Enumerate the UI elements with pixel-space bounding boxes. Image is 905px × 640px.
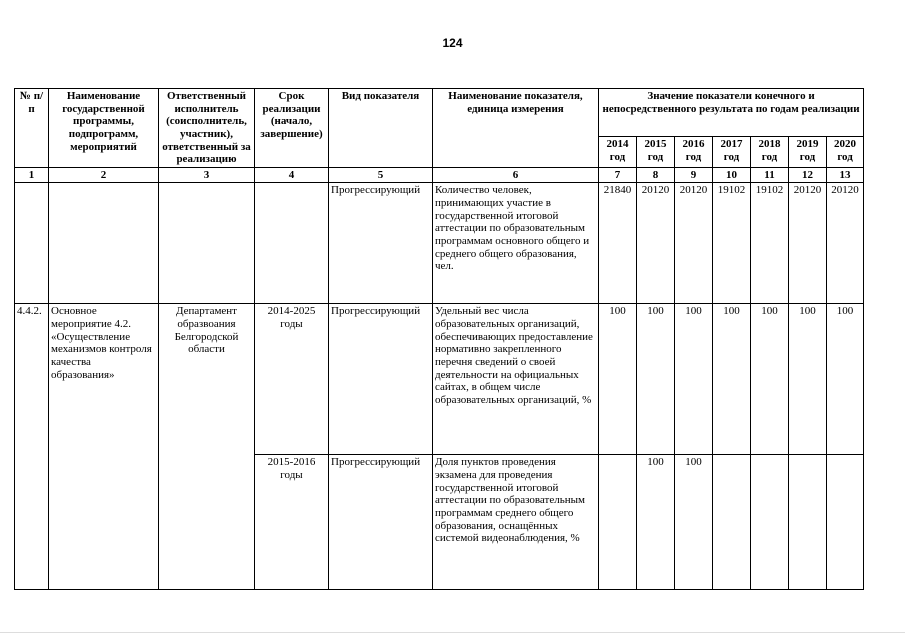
cell-value — [751, 455, 789, 590]
col-number: 2 — [49, 167, 159, 183]
header-year: 2017 год — [713, 136, 751, 167]
cell-value — [789, 455, 827, 590]
col-number: 1 — [15, 167, 49, 183]
cell-type: Прогрессирующий — [329, 455, 433, 590]
header-executor: Ответственный исполнитель (соисполнитель, участник), ответственный за реализацию — [159, 89, 255, 168]
cell-value: 100 — [751, 304, 789, 455]
cell-type: Прогрессирующий — [329, 304, 433, 455]
page-number: 124 — [442, 36, 463, 50]
table-row — [15, 304, 864, 455]
cell-value: 20120 — [675, 183, 713, 304]
cell-num — [15, 183, 49, 304]
cell-value: 19102 — [713, 183, 751, 304]
cell-value: 100 — [637, 455, 675, 590]
cell-value: 20120 — [789, 183, 827, 304]
cell-num: 4.4.2. — [15, 304, 49, 590]
cell-value — [713, 455, 751, 590]
header-indicator: Наименование показателя, единица измерения — [433, 89, 599, 168]
cell-executor — [159, 183, 255, 304]
cell-value: 100 — [599, 304, 637, 455]
cell-value: 21840 — [599, 183, 637, 304]
header-name: Наименование государственной программы, подпрограмм, мероприятий — [49, 89, 159, 168]
header-num: № п/п — [15, 89, 49, 168]
cell-indicator: Удельный вес числа образовательных организаций, обеспечивающих предоставление нормативно закрепленного перечня сведений о своей деятельности на официальных сайтах, в общем числе образовательных организаций, % — [433, 304, 599, 455]
cell-value: 20120 — [637, 183, 675, 304]
cell-name: Основное мероприятие 4.2. «Осуществление механизмов контроля качества образования» — [49, 304, 159, 590]
cell-indicator: Доля пунктов проведения экзамена для проведения государственной итоговой аттестации по образовательным программам среднего общего образования, оснащённых системой видеонаблюдения, % — [433, 455, 599, 590]
cell-value: 100 — [637, 304, 675, 455]
col-number: 3 — [159, 167, 255, 183]
cell-value — [599, 455, 637, 590]
cell-value: 19102 — [751, 183, 789, 304]
cell-term: 2015-2016 годы — [255, 455, 329, 590]
col-number: 7 — [599, 167, 637, 183]
header-year: 2015 год — [637, 136, 675, 167]
cell-executor: Департамент образвоания Белгородской области — [159, 304, 255, 590]
col-number: 10 — [713, 167, 751, 183]
col-number: 4 — [255, 167, 329, 183]
cell-type: Прогрессирующий — [329, 183, 433, 304]
table-row — [15, 183, 864, 304]
cell-value: 20120 — [827, 183, 864, 304]
header-year: 2016 год — [675, 136, 713, 167]
page-divider — [0, 632, 905, 633]
cell-value: 100 — [827, 304, 864, 455]
header-values-title: Значение показатели конечного и непосредственного результата по годам реализации — [599, 89, 864, 137]
header-term: Срок реализации (начало, завершение) — [255, 89, 329, 168]
cell-term — [255, 183, 329, 304]
col-number: 12 — [789, 167, 827, 183]
cell-value: 100 — [675, 455, 713, 590]
col-number: 5 — [329, 167, 433, 183]
indicators-table — [14, 88, 864, 590]
header-year: 2019 год — [789, 136, 827, 167]
col-number: 13 — [827, 167, 864, 183]
col-number: 9 — [675, 167, 713, 183]
cell-indicator: Количество человек, принимающих участие в государственной итоговой аттестации по образовательным программам основного общего и среднего общего образования, чел. — [433, 183, 599, 304]
col-number: 11 — [751, 167, 789, 183]
header-year: 2018 год — [751, 136, 789, 167]
cell-value — [827, 455, 864, 590]
cell-value: 100 — [713, 304, 751, 455]
header-type: Вид показателя — [329, 89, 433, 168]
cell-name — [49, 183, 159, 304]
cell-term: 2014-2025 годы — [255, 304, 329, 455]
col-number: 6 — [433, 167, 599, 183]
header-year: 2014 год — [599, 136, 637, 167]
cell-value: 100 — [675, 304, 713, 455]
cell-value: 100 — [789, 304, 827, 455]
header-year: 2020 год — [827, 136, 864, 167]
col-number: 8 — [637, 167, 675, 183]
